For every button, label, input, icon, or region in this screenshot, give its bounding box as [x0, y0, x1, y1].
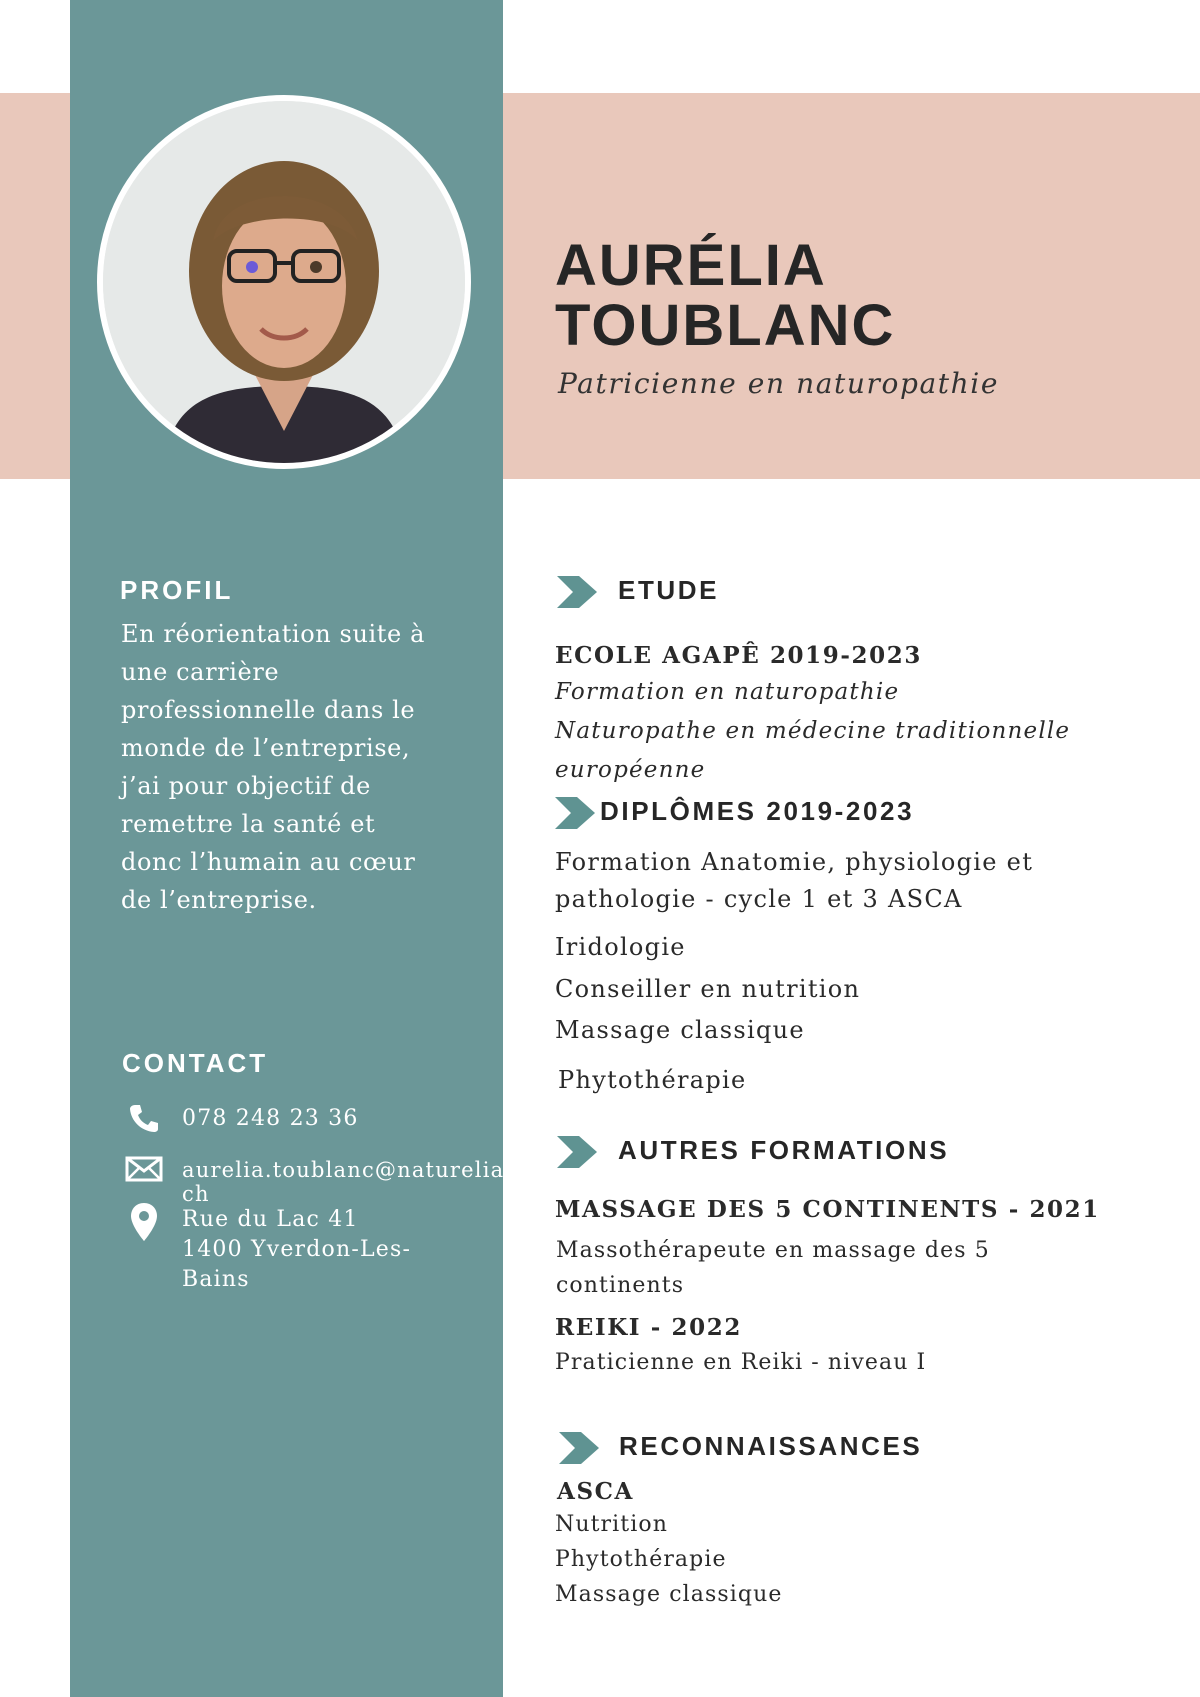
last-name: TOUBLANC	[555, 293, 896, 358]
email-line: aurelia.toublanc@naturelia.	[182, 1158, 513, 1182]
formation-line: continents	[556, 1273, 685, 1298]
chevron-right-icon	[555, 797, 595, 829]
profile-photo	[97, 95, 471, 469]
diplome-item: Phytothérapie	[558, 1066, 747, 1094]
reconnaissance-item: Nutrition	[555, 1512, 669, 1537]
autres-heading: AUTRES FORMATIONS	[618, 1135, 950, 1165]
chevron-right-icon	[559, 1432, 599, 1464]
email-line: ch	[182, 1182, 210, 1206]
etude-line: Naturopathe en médecine traditionnelle	[555, 718, 1071, 744]
formation-title: REIKI - 2022	[555, 1314, 742, 1341]
address-line: Bains	[182, 1267, 250, 1292]
diplome-item: pathologie - cycle 1 et 3 ASCA	[555, 885, 963, 913]
reconnaissance-org: ASCA	[557, 1478, 635, 1505]
reconnaissance-item: Massage classique	[555, 1582, 783, 1607]
person-name	[555, 233, 896, 358]
etude-line: Formation en naturopathie	[555, 679, 900, 705]
address	[182, 1205, 411, 1295]
portrait-image	[103, 101, 465, 463]
formation-line: Massothérapeute en massage des 5	[556, 1238, 990, 1263]
contact-heading: CONTACT	[122, 1048, 269, 1078]
address-line: Rue du Lac 41	[182, 1207, 359, 1232]
profile-line: monde de l’entreprise,	[121, 734, 411, 762]
profile-line: En réorientation suite à	[121, 620, 425, 648]
etude-school: ECOLE AGAPÊ 2019-2023	[555, 642, 922, 669]
first-name: AURÉLIA	[555, 233, 827, 298]
formation-line: Praticienne en Reiki - niveau I	[555, 1350, 927, 1375]
address-line: 1400 Yverdon-Les-	[182, 1237, 412, 1262]
etude-heading: ETUDE	[618, 575, 720, 605]
diplome-item: Conseiller en nutrition	[555, 975, 861, 1003]
phone-icon	[128, 1103, 160, 1133]
location-pin-icon	[130, 1202, 158, 1242]
diplome-item: Iridologie	[555, 933, 686, 961]
phone-number[interactable]: 078 248 23 36	[182, 1106, 359, 1131]
profile-line: de l’entreprise.	[121, 886, 317, 914]
etude-line: européenne	[555, 757, 706, 783]
reconnaissance-item: Phytothérapie	[555, 1547, 727, 1572]
email-address[interactable]	[182, 1158, 512, 1206]
profile-line: remettre la santé et	[121, 810, 376, 838]
diplome-item: Massage classique	[555, 1016, 805, 1044]
profile-text	[121, 615, 451, 919]
chevron-right-icon	[557, 576, 597, 608]
profile-heading: PROFIL	[120, 575, 234, 605]
job-title: Patricienne en naturopathie	[558, 367, 999, 400]
formation-title: MASSAGE DES 5 CONTINENTS - 2021	[555, 1196, 1100, 1223]
profile-line: une carrière	[121, 658, 280, 686]
profile-line: j’ai pour objectif de	[121, 772, 371, 800]
profile-line: professionnelle dans le	[121, 696, 416, 724]
reconnaissances-heading: RECONNAISSANCES	[619, 1431, 923, 1461]
diplomes-heading: DIPLÔMES 2019-2023	[600, 796, 915, 826]
profile-line: donc l’humain au cœur	[121, 848, 416, 876]
mail-icon	[125, 1156, 163, 1182]
diplome-item: Formation Anatomie, physiologie et	[555, 848, 1034, 876]
chevron-right-icon	[557, 1136, 597, 1168]
